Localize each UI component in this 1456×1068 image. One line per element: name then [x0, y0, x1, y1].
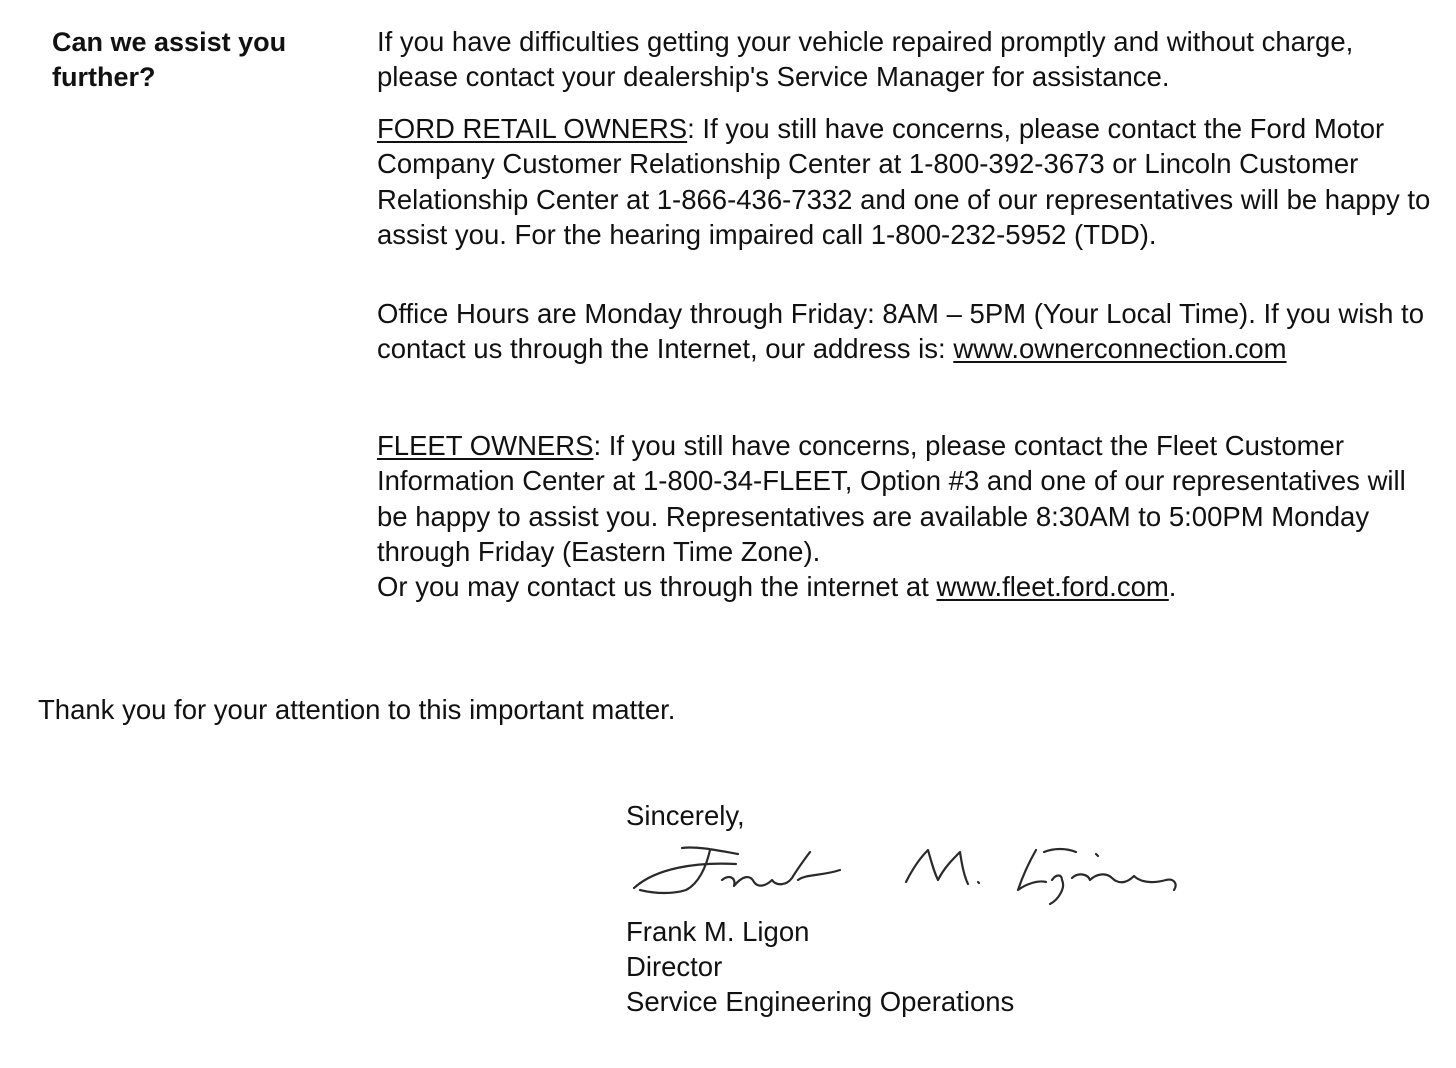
signer-department: Service Engineering Operations — [626, 986, 1015, 1017]
signer-title: Director — [626, 951, 723, 982]
fleet-owners-paragraph — [377, 428, 1437, 569]
section-heading: Can we assist you further? — [52, 27, 287, 92]
signer-name: Frank M. Ligon — [626, 916, 810, 947]
signature-block — [626, 914, 1014, 1019]
office-hours-paragraph — [377, 296, 1437, 367]
intro-paragraph: If you have difficulties getting your vehicle repaired promptly and without charge, please contact your dealership's Service Manager for assistance. — [377, 26, 1354, 93]
retail-owners-text: : If you still have concerns, please contact the Ford Motor Company Customer Relationship Center at 1-800-392-3673 or Lincoln Customer Relationship Center at 1-866-436-7332 and one of our representatives will be happy to assist you. For the hearing impaired call 1-800-232-5952 (TDD). — [377, 113, 1431, 250]
owner-connection-link[interactable]: www.ownerconnection.com — [953, 333, 1287, 365]
office-hours-text: Office Hours are Monday through Friday: 8AM – 5PM (Your Local Time). If you wish to contact us through the Internet, our address is: — [377, 298, 1424, 365]
handwritten-signature — [626, 840, 1186, 910]
fleet-owners-label: FLEET OWNERS — [377, 430, 594, 461]
fleet-owners-block — [377, 428, 1437, 604]
retail-owners-paragraph — [377, 111, 1437, 252]
fleet-ford-link[interactable]: www.fleet.ford.com — [936, 571, 1169, 603]
fleet-internet-line — [377, 569, 1437, 604]
fleet-internet-text: Or you may contact us through the internet at — [377, 571, 937, 603]
fleet-owners-text: : If you still have concerns, please contact the Fleet Customer Information Center at 1-800-34-FLEET, Option #3 and one of our representatives will be happy to assist you. Representatives are available 8:30AM to 5:00PM Monday through Friday (Eastern Time Zone). — [377, 430, 1406, 567]
thank-you-line: Thank you for your attention to this important matter. — [38, 694, 676, 725]
fleet-internet-period: . — [1168, 571, 1177, 603]
retail-owners-label: FORD RETAIL OWNERS — [377, 113, 688, 144]
salutation: Sincerely, — [626, 800, 745, 831]
